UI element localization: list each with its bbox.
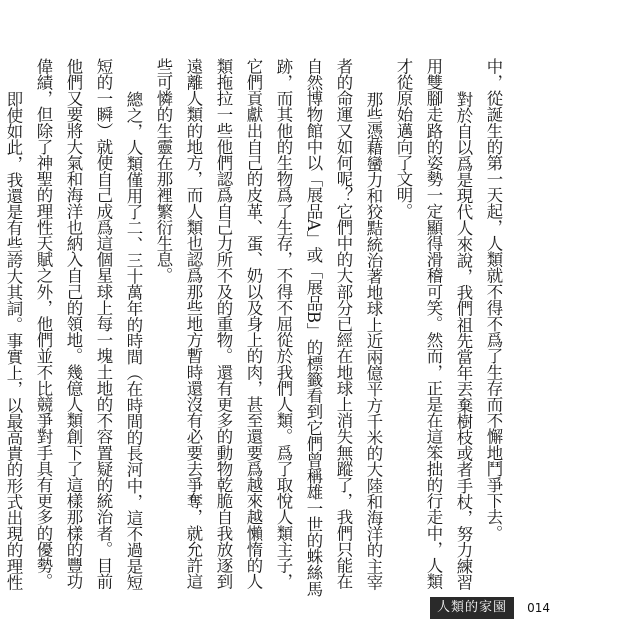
page-footer	[0, 597, 640, 621]
paragraph-5: 即使如此，我還是有些誇大其詞。事實上，以最高貴的形式出現的理性	[4, 90, 23, 590]
paragraph-2: 對於自以爲是現代人來說，我們祖先當年丟棄樹枝或者手杖，努力練習用雙腳走路的姿勢一定顯得滑稽可笑。然而，正是在這笨拙的行走中，人類才從原始邁向了文明。	[394, 58, 473, 590]
paragraph-4: 總之，人類僅用了二、三十萬年的時間（在時間的長河中，這不過是短短的一瞬）就使自己成爲這個星球上每一塊土地的不容置疑的統治者。目前他們又要將大氣和海洋也納入自己的領地。幾億人類創下了這樣那樣的豐功偉績，但除了神聖的理性天賦之外，他們並不比競爭對手具有更多的優勢。	[34, 58, 143, 590]
running-title: 人類的家園	[430, 597, 514, 619]
paragraph-3: 那些憑藉蠻力和狡黠統治著地球上近兩億平方千米的大陸和海洋的主宰者的命運又如何呢？它們中的大部分已經在地球上消失無蹤了，我們只能在自然博物館中以「展品A」或「展品B」的標籤看到它們曾稱雄一世的蛛絲馬跡，而其他的生物爲了生存，不得不屈從於我們人類。爲了取悅人類主子，它們貢獻出自己的皮革、蛋、奶以及身上的肉，甚至還要爲越來越懶惰的人類拖拉一些他們認爲自己力所不及的重物。還有更多的動物乾脆自我放逐到遠離人類的地方，而人類也認爲那些地方暫時還沒有必要去爭奪，就允許這些可憐的生靈在那裡繁衍生息。	[154, 58, 383, 597]
paragraph-1: 中，從誕生的第一天起，人類就不得不爲了生存而不懈地鬥爭下去。	[484, 58, 503, 542]
body-text	[4, 58, 508, 598]
page-number: 014	[527, 601, 550, 615]
